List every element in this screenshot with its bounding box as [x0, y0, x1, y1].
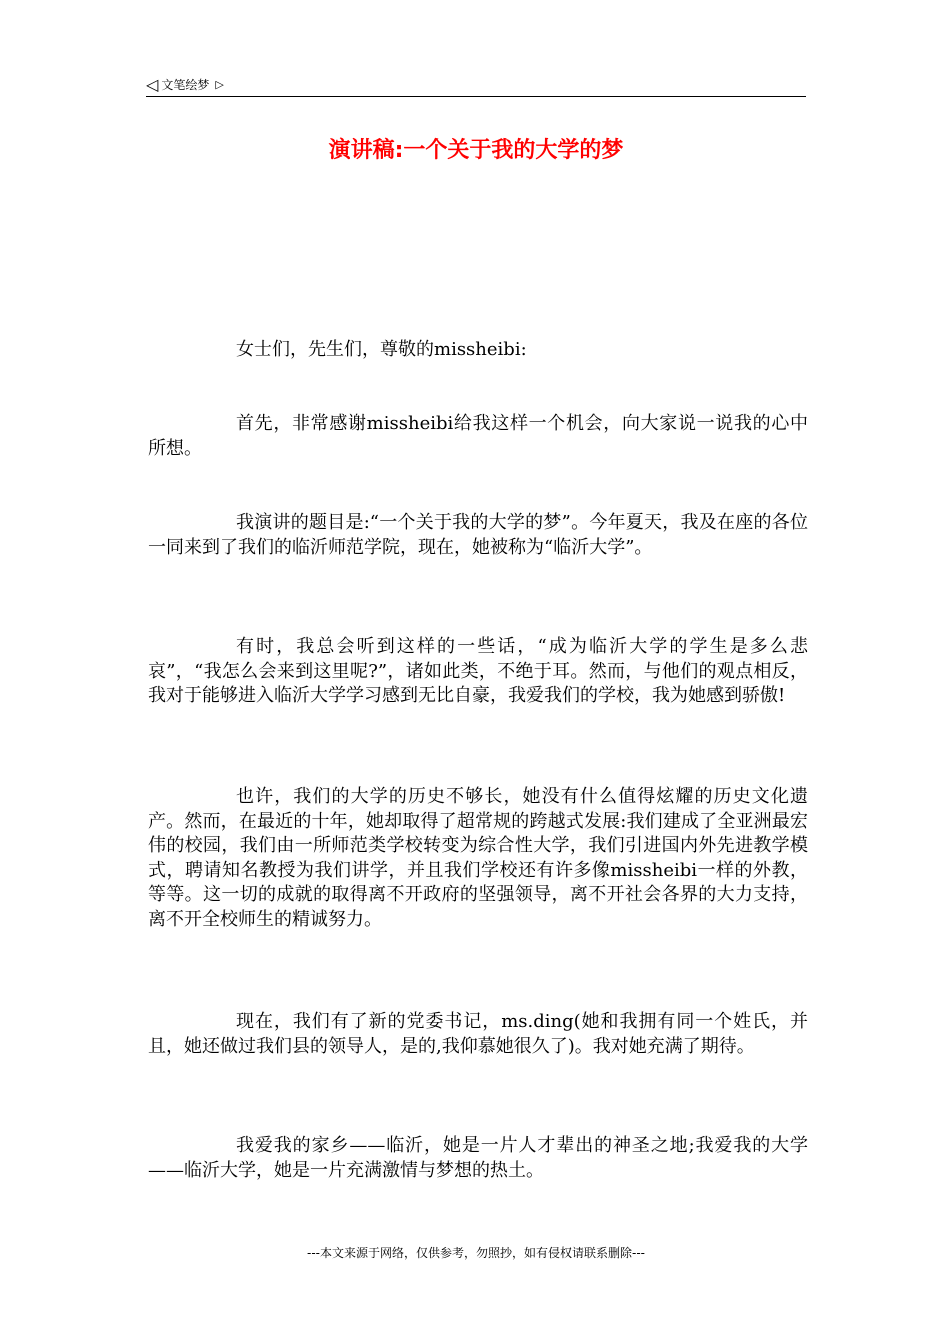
- page-footer: ---本文来源于网络，仅供参考，勿照抄，如有侵权请联系删除---: [307, 1246, 645, 1260]
- paragraph-opinions: 有时，我总会听到这样的一些话，“成为临沂大学的学生是多么悲哀”，“我怎么会来到这里呢?”，诸如此类，不绝于耳。然而，与他们的观点相反，我对于能够进入临沂大学学习感到无比自豪，我爱我们的学校，我为她感到骄傲!: [148, 636, 808, 706]
- triangle-left-icon: ◁: [146, 75, 159, 94]
- header-brand: 文笔绘梦: [161, 78, 210, 92]
- page-header: [146, 74, 806, 97]
- paragraph-secretary: 现在，我们有了新的党委书记，ms.ding(她和我拥有同一个姓氏，并且，她还做过我们县的领导人，是的,我仰慕她很久了)。我对她充满了期待。: [148, 1011, 808, 1057]
- document-title: 演讲稿:一个关于我的大学的梦: [328, 138, 624, 163]
- paragraph-hometown: 我爱我的家乡——临沂，她是一片人才辈出的神圣之地;我爱我的大学——临沂大学，她是一片充满激情与梦想的热土。: [148, 1135, 808, 1181]
- paragraph-thanks: 首先，非常感谢missheibi给我这样一个机会，向大家说一说我的心中所想。: [148, 413, 808, 459]
- triangle-right-icon: ▷: [215, 78, 224, 91]
- paragraph-greeting: 女士们，先生们，尊敬的missheibi:: [236, 339, 527, 360]
- paragraph-history: 也许，我们的大学的历史不够长，她没有什么值得炫耀的历史文化遗产。然而，在最近的十年，她却取得了超常规的跨越式发展:我们建成了全亚洲最宏伟的校园，我们由一所师范类学校转变为综合性大学，我们引进国内外先进教学模式，聘请知名教授为我们讲学，并且我们学校还有许多像missheibi一样的外教，等等。这一切的成就的取得离不开政府的坚强领导，离不开社会各界的大力支持，离不开全校师生的精诚努力。: [148, 786, 808, 930]
- paragraph-topic: 我演讲的题目是:“一个关于我的大学的梦”。今年夏天，我及在座的各位一同来到了我们的临沂师范学院，现在，她被称为“临沂大学”。: [148, 512, 808, 558]
